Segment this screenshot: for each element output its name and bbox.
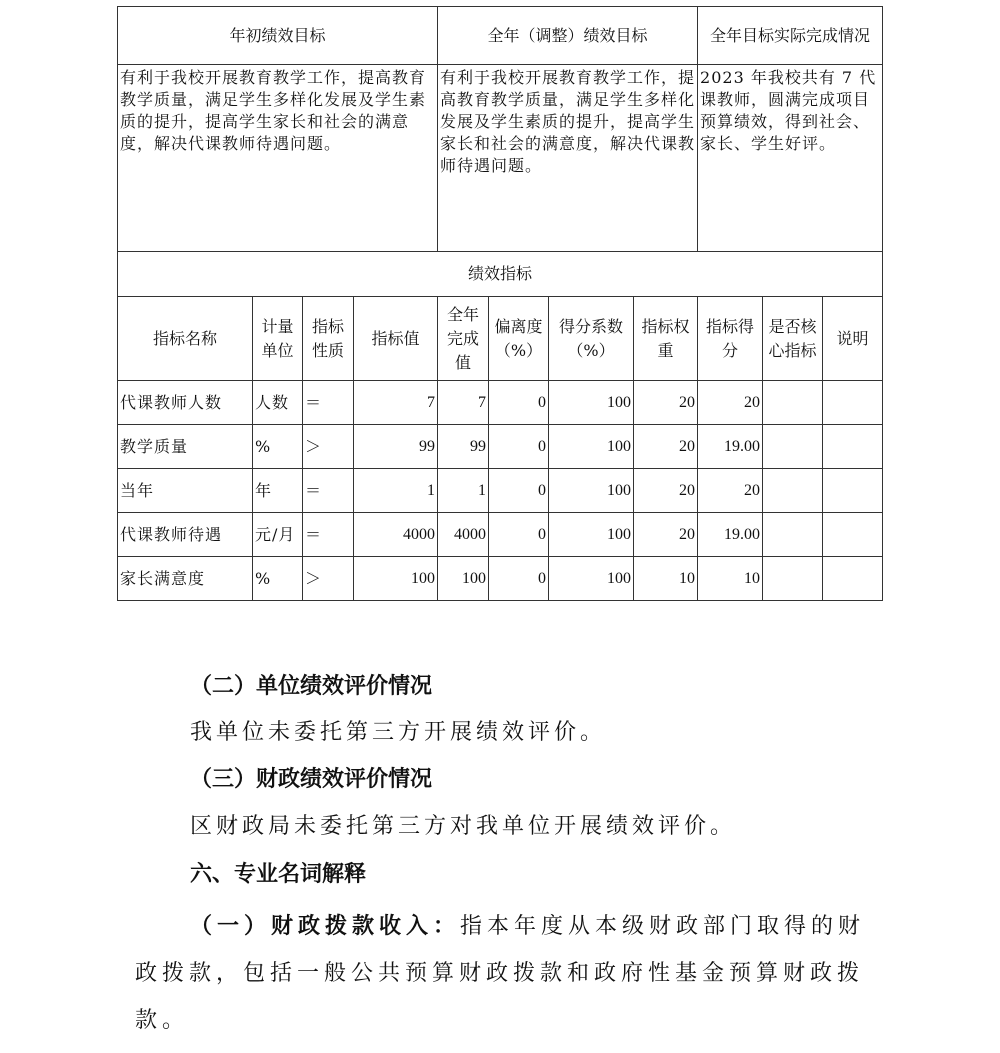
indicator-deviation-cell: 0 <box>489 381 549 425</box>
indicator-target-cell: 100 <box>354 557 438 601</box>
col-header-core: 是否核心指标 <box>763 297 823 381</box>
fiscal-eval-text: 区财政局未委托第三方对我单位开展绩效评价。 <box>190 814 737 839</box>
indicator-target-cell: 4000 <box>354 513 438 557</box>
indicator-score-cell: 20 <box>698 381 763 425</box>
indicator-coef-cell: 100 <box>549 469 634 513</box>
adjusted-goal-header: 全年（调整）绩效目标 <box>438 7 698 65</box>
indicator-unit-cell: % <box>253 425 303 469</box>
indicator-done-cell: 100 <box>438 557 489 601</box>
indicators-column-header-row <box>118 297 883 381</box>
indicator-nature-cell: ＝ <box>303 381 354 425</box>
indicator-note-cell <box>823 469 883 513</box>
adjusted-goal-text: 有利于我校开展教育教学工作，提高教育教学质量，满足学生多样化发展及学生素质的提升，提高学生家长和社会的满意度，解决代课教师待遇问题。 <box>438 65 698 252</box>
indicator-deviation-cell: 0 <box>489 513 549 557</box>
goals-header-row <box>118 7 883 65</box>
col-header-nature: 指标性质 <box>303 297 354 381</box>
indicator-score-cell: 19.00 <box>698 513 763 557</box>
indicator-name-cell: 教学质量 <box>118 425 253 469</box>
col-header-done: 全年完成值 <box>438 297 489 381</box>
col-header-weight: 指标权重 <box>634 297 698 381</box>
indicator-score-cell: 19.00 <box>698 425 763 469</box>
initial-goal-text: 有利于我校开展教育教学工作，提高教育教学质量，满足学生多样化发展及学生素质的提升，提高学生家长和社会的满意度，解决代课教师待遇问题。 <box>118 65 438 252</box>
indicator-nature-cell: ＞ <box>303 425 354 469</box>
indicator-done-cell: 4000 <box>438 513 489 557</box>
indicator-weight-cell: 20 <box>634 469 698 513</box>
performance-table <box>117 6 883 601</box>
indicator-note-cell <box>823 513 883 557</box>
indicator-name-cell: 代课教师待遇 <box>118 513 253 557</box>
indicator-nature-cell: ＞ <box>303 557 354 601</box>
indicator-row <box>118 557 883 601</box>
indicator-coef-cell: 100 <box>549 381 634 425</box>
col-header-note: 说明 <box>823 297 883 381</box>
indicator-target-cell: 1 <box>354 469 438 513</box>
indicator-weight-cell: 10 <box>634 557 698 601</box>
col-header-name: 指标名称 <box>118 297 253 381</box>
terms-heading: 六、专业名词解释 <box>190 862 367 887</box>
indicator-row <box>118 513 883 557</box>
indicator-core-cell <box>763 425 823 469</box>
indicator-core-cell <box>763 557 823 601</box>
indicator-name-cell: 当年 <box>118 469 253 513</box>
indicator-row <box>118 381 883 425</box>
indicator-row <box>118 469 883 513</box>
term1-paragraph <box>135 903 875 1044</box>
col-header-target: 指标值 <box>354 297 438 381</box>
indicator-unit-cell: % <box>253 557 303 601</box>
term1-text: 指本年度从本级财政部门取得的财政拨款，包括一般公共预算财政拨款和政府性基金预算财政拨款。 <box>135 914 866 1033</box>
indicator-nature-cell: ＝ <box>303 469 354 513</box>
unit-eval-heading: （二）单位绩效评价情况 <box>190 674 433 699</box>
indicator-nature-cell: ＝ <box>303 513 354 557</box>
indicator-name-cell: 代课教师人数 <box>118 381 253 425</box>
term1-lead: （一）财政拨款收入： <box>190 914 461 939</box>
indicator-row <box>118 425 883 469</box>
indicator-target-cell: 7 <box>354 381 438 425</box>
initial-goal-header: 年初绩效目标 <box>118 7 438 65</box>
col-header-coef: 得分系数（%） <box>549 297 634 381</box>
indicator-name-cell: 家长满意度 <box>118 557 253 601</box>
indicator-deviation-cell: 0 <box>489 469 549 513</box>
indicator-core-cell <box>763 469 823 513</box>
col-header-score: 指标得分 <box>698 297 763 381</box>
indicator-unit-cell: 人数 <box>253 381 303 425</box>
indicator-unit-cell: 元/月 <box>253 513 303 557</box>
indicator-coef-cell: 100 <box>549 513 634 557</box>
indicator-score-cell: 10 <box>698 557 763 601</box>
goals-body-row <box>118 65 883 252</box>
fiscal-eval-heading: （三）财政绩效评价情况 <box>190 767 433 792</box>
actual-result-text: 2023 年我校共有 7 代课教师，圆满完成项目预算绩效，得到社会、家长、学生好评。 <box>698 65 883 252</box>
indicator-deviation-cell: 0 <box>489 557 549 601</box>
actual-result-header: 全年目标实际完成情况 <box>698 7 883 65</box>
indicator-coef-cell: 100 <box>549 425 634 469</box>
indicator-unit-cell: 年 <box>253 469 303 513</box>
indicators-title-row <box>118 252 883 297</box>
indicator-core-cell <box>763 513 823 557</box>
indicator-score-cell: 20 <box>698 469 763 513</box>
indicator-note-cell <box>823 381 883 425</box>
indicator-weight-cell: 20 <box>634 425 698 469</box>
indicator-coef-cell: 100 <box>549 557 634 601</box>
indicator-rows <box>118 381 883 601</box>
indicator-weight-cell: 20 <box>634 381 698 425</box>
indicator-note-cell <box>823 425 883 469</box>
indicator-note-cell <box>823 557 883 601</box>
col-header-deviation: 偏离度（%） <box>489 297 549 381</box>
indicator-done-cell: 99 <box>438 425 489 469</box>
indicator-core-cell <box>763 381 823 425</box>
unit-eval-text: 我单位未委托第三方开展绩效评价。 <box>190 720 607 745</box>
col-header-unit: 计量单位 <box>253 297 303 381</box>
indicator-done-cell: 7 <box>438 381 489 425</box>
indicator-weight-cell: 20 <box>634 513 698 557</box>
indicator-done-cell: 1 <box>438 469 489 513</box>
indicator-deviation-cell: 0 <box>489 425 549 469</box>
indicator-target-cell: 99 <box>354 425 438 469</box>
indicators-title: 绩效指标 <box>118 252 883 297</box>
